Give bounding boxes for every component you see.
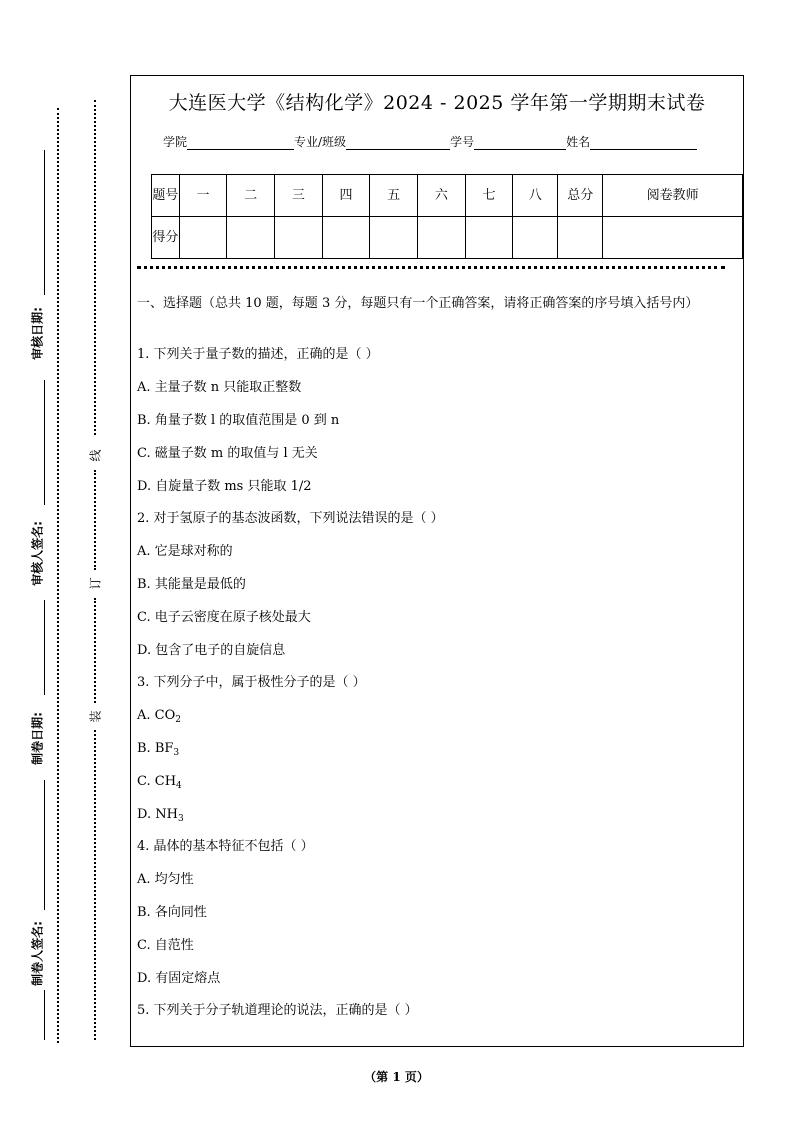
question-3-option-c [137,773,182,795]
bind-char: 装 [88,710,103,723]
reviewer-signature-line [44,380,45,505]
subscript: 4 [176,781,182,791]
maker-signature-line [44,780,45,910]
grader-header: 阅卷教师 [603,175,743,217]
binding-dotted-line-top [94,100,96,435]
score-cell[interactable] [322,217,370,259]
score-row-label: 得分 [152,217,180,259]
question-2-option-d: D. 包含了电子的自旋信息 [137,643,286,658]
maker-signature-tail-line [44,990,45,1040]
exam-frame [130,75,744,1047]
dotted-separator [137,266,725,269]
major-blank[interactable] [346,136,450,150]
college-label: 学院 [163,135,188,149]
option-text: C. CH [137,774,177,789]
option-text: B. BF [137,741,174,756]
binding-dotted-line-mid [94,470,96,570]
line-char: 线 [88,449,103,462]
binding-dotted-line-bottom [94,730,96,1040]
question-2-option-b: B. 其能量是最低的 [137,577,246,592]
option-text: A. CO [137,708,176,723]
question-4-option-b: B. 各向同性 [137,905,207,920]
score-table-header-row [152,175,743,217]
college-blank[interactable] [187,136,294,150]
score-table [151,174,743,259]
question-2-stem: 2. 对于氢原子的基态波函数，下列说法错误的是（ ） [137,511,444,526]
staple-char: 订 [88,577,103,590]
col-4-header: 四 [322,175,370,217]
question-4-option-c: C. 自范性 [137,938,194,953]
question-4-stem: 4. 晶体的基本特征不包括（ ） [137,839,314,854]
question-1-option-c: C. 磁量子数 m 的取值与 l 无关 [137,446,318,461]
left-dotted-line [57,108,59,1043]
question-1-option-a: A. 主量子数 n 只能取正整数 [137,380,302,395]
reviewer-date-label: 审核日期: [30,307,45,360]
grader-cell[interactable] [603,217,743,259]
student-id-label: 学号 [450,135,475,149]
col-3-header: 三 [274,175,322,217]
col-8-header: 八 [513,175,558,217]
question-3-stem: 3. 下列分子中，属于极性分子的是（ ） [137,675,366,690]
binding-dotted-line-lower [94,598,96,703]
student-id-blank[interactable] [474,136,566,150]
col-5-header: 五 [370,175,418,217]
exam-title: 大连医大学《结构化学》2024 - 2025 学年第一学期期末试卷 [168,92,706,114]
question-3-option-b [137,740,179,762]
name-label: 姓名 [566,135,591,149]
col-1-header: 一 [179,175,227,217]
total-score-cell[interactable] [558,217,603,259]
page-number: （第 1 页） [364,1070,429,1084]
major-label: 专业/班级 [294,135,347,149]
question-4-option-d: D. 有固定熔点 [137,971,221,986]
score-cell[interactable] [370,217,418,259]
score-table-score-row [152,217,743,259]
col-6-header: 六 [418,175,466,217]
subscript: 3 [177,814,184,824]
total-header: 总分 [558,175,603,217]
question-number-header: 题号 [152,175,180,217]
question-3-option-d [137,806,184,828]
reviewer-signature-label: 审核人签名: [30,521,45,586]
name-blank[interactable] [590,136,697,150]
score-cell[interactable] [418,217,466,259]
question-1-option-b: B. 角量子数 l 的取值范围是 0 到 n [137,413,340,428]
section-heading: 一、选择题（总共 10 题，每题 3 分，每题只有一个正确答案，请将正确答案的序号填入括号内） [137,296,699,311]
question-3-option-a [137,707,181,729]
question-1-option-d: D. 自旋量子数 ms 只能取 1/2 [137,479,312,494]
option-text: D. NH [137,807,178,822]
score-cell[interactable] [465,217,513,259]
score-cell[interactable] [179,217,227,259]
score-cell[interactable] [274,217,322,259]
maker-date-label: 制卷日期: [30,712,45,765]
question-2-option-a: A. 它是球对称的 [137,544,233,559]
score-cell[interactable] [513,217,558,259]
subscript: 3 [173,748,180,758]
question-5-stem: 5. 下列关于分子轨道理论的说法，正确的是（ ） [137,1003,418,1018]
question-4-option-a: A. 均匀性 [137,872,194,887]
question-1-stem: 1. 下列关于量子数的描述，正确的是（ ） [137,347,379,362]
col-2-header: 二 [227,175,275,217]
reviewer-date-line [44,150,45,295]
col-7-header: 七 [465,175,513,217]
maker-date-line [44,600,45,695]
student-info-row [163,133,697,150]
question-2-option-c: C. 电子云密度在原子核处最大 [137,610,311,625]
subscript: 2 [175,715,181,725]
score-cell[interactable] [227,217,275,259]
maker-signature-label: 制卷人签名: [30,921,45,986]
